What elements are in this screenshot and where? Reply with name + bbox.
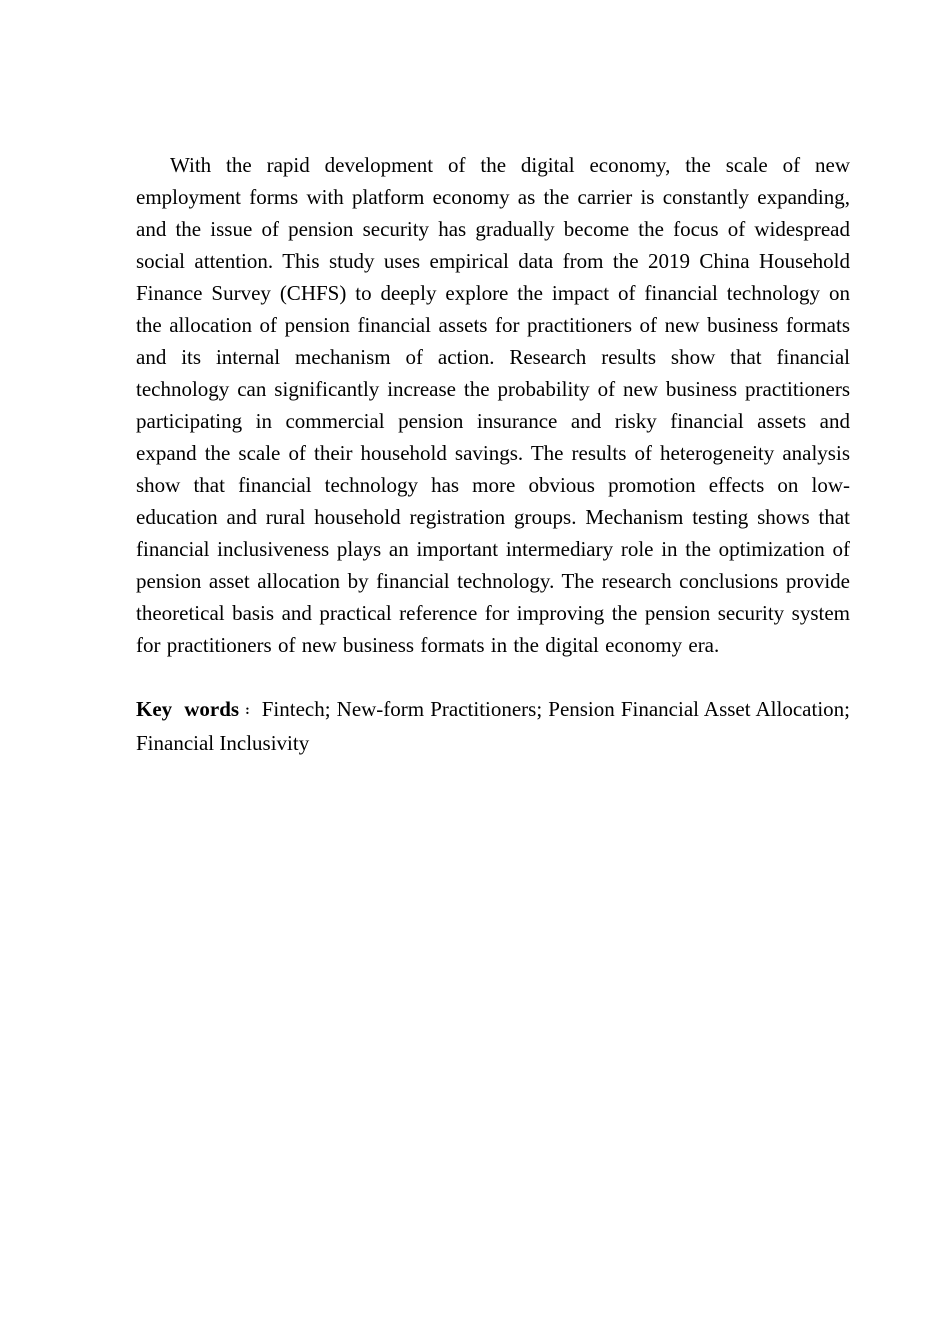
abstract-paragraph: With the rapid development of the digital economy, the scale of new employment forms with platform economy as the carrier is constantly expanding, and the issue of pension security has gradually become the focus of widespread social attention. This study uses empirical data from the 2019 China Household Finance Survey (CHFS) to deeply explore the impact of financial technology on the allocation of pension financial assets for practitioners of new business formats and its internal mechanism of action. Research results show that financial technology can significantly increase the probability of new business practitioners participating in commercial pension insurance and risky financial assets and expand the scale of their household savings. The results of heterogeneity analysis show that financial technology has more obvious promotion effects on low-education and rural household registration groups. Mechanism testing shows that financial inclusiveness plays an important intermediary role in the optimization of pension asset allocation by financial technology. The research conclusions provide theoretical basis and practical reference for improving the pension security system for practitioners of new business formats in the digital economy era. bbox=[136, 153, 850, 657]
keywords-text: Fintech; New-form Practitioners; Pension Financial Asset Allocation; Financial Inclusivity bbox=[136, 697, 850, 755]
keywords-colon: : bbox=[245, 703, 250, 718]
document-page bbox=[136, 149, 850, 759]
keywords-line bbox=[136, 693, 850, 759]
keywords-label: Key words bbox=[136, 697, 240, 721]
